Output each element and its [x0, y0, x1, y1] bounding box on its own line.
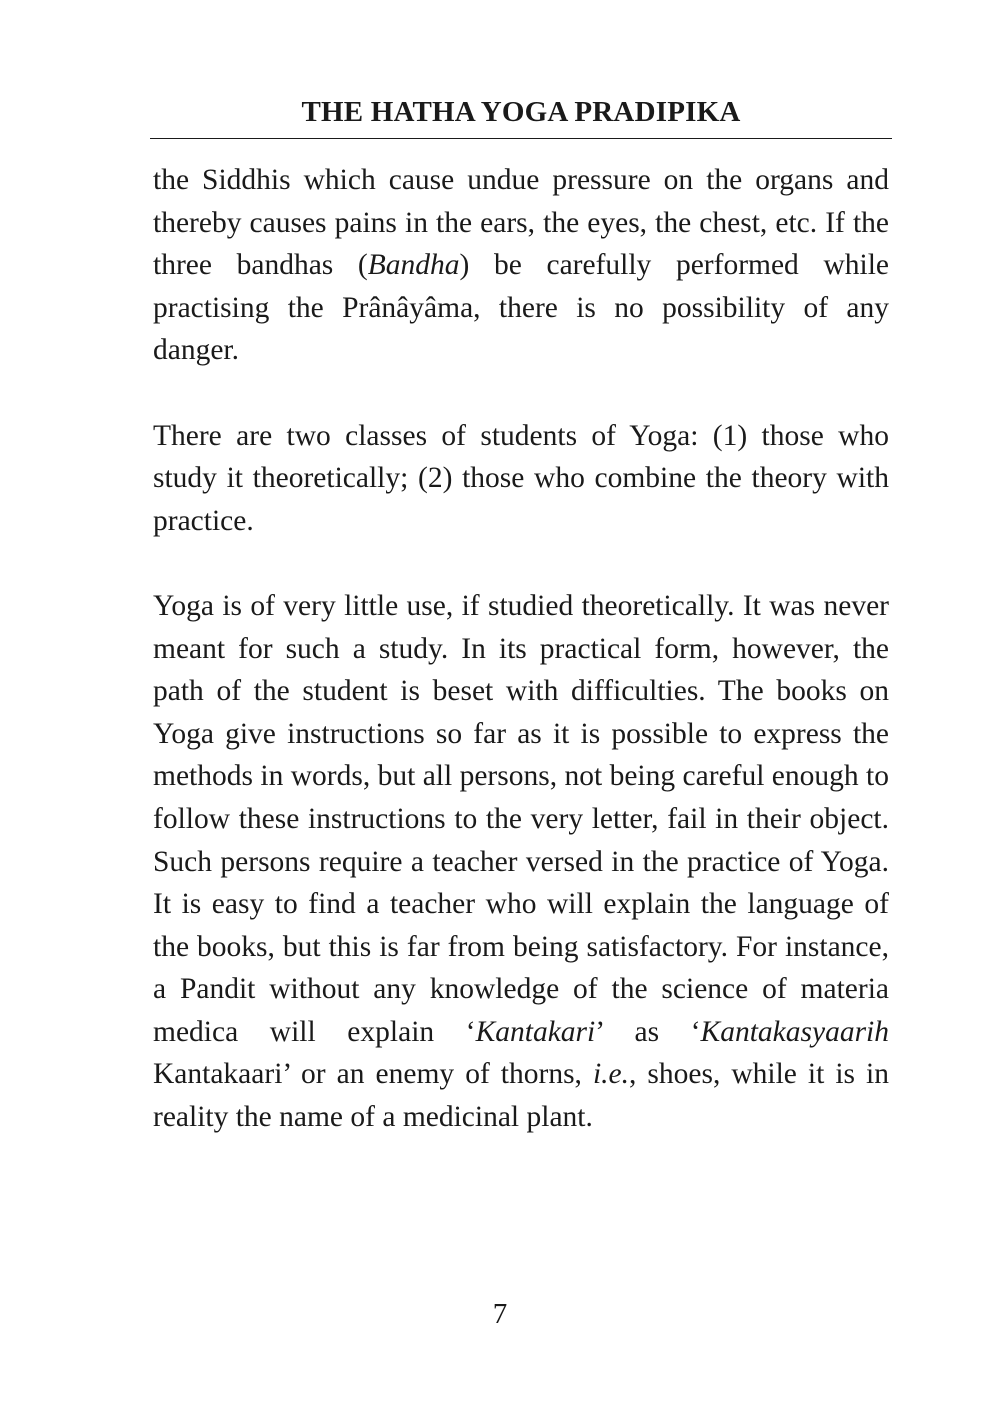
body-text — [153, 159, 889, 1139]
header-rule — [150, 138, 892, 139]
paragraph-1-text-b: ) be carefully performed while practising the Prânâyâma, there is no possibility of any danger. — [153, 249, 889, 367]
paragraph-3-text-a: Yoga is of very little use, if studied theoretically. It was never meant for such a study. In its practical form, however, the path of the student is beset with difficulties. The books on Yoga give instructions so far as it is possible to express the methods in words, but all persons, not being careful enough to follow these instructions to the very letter, fail in their object. Such persons require a teacher versed in the practice of Yoga. It is easy to find a teacher who will explain the language of the books, but this is far from being satisfactory. For instance, a Pandit without any knowledge of the science of materia medica will explain ‘ — [153, 589, 889, 1048]
paragraph-3-text-d: , shoes, while it is in reality the name of a medicinal plant. — [153, 1058, 890, 1134]
paragraph-3-text-b: ’ as ‘ — [595, 1015, 701, 1048]
paragraph-2: There are two classes of students of Yoga: (1) those who study it theoretically; (2) those who combine the theory with practice. — [153, 419, 889, 537]
paragraph-3-italic-ie: i.e. — [592, 1058, 629, 1091]
page-number: 7 — [492, 1298, 508, 1330]
paragraph-1-text-a: the Siddhis which cause undue pressure on the organs and thereby causes pains in the ears, the eyes, the chest, etc. If the three bandhas ( — [153, 164, 889, 282]
running-header: THE HATHA YOGA PRADIPIKA — [301, 96, 741, 128]
paragraph-3-italic-kantakasyaarih: Kantakasyaarih — [700, 1015, 889, 1048]
paragraph-3-text-c: Kantakaari’ or an enemy of thorns, — [153, 1058, 593, 1091]
paragraph-3 — [153, 585, 889, 1139]
paragraph-3-italic-kantakari: Kantakari — [475, 1015, 596, 1048]
paragraph-1 — [153, 159, 889, 372]
paragraph-1-italic-bandha: Bandha — [367, 249, 460, 282]
